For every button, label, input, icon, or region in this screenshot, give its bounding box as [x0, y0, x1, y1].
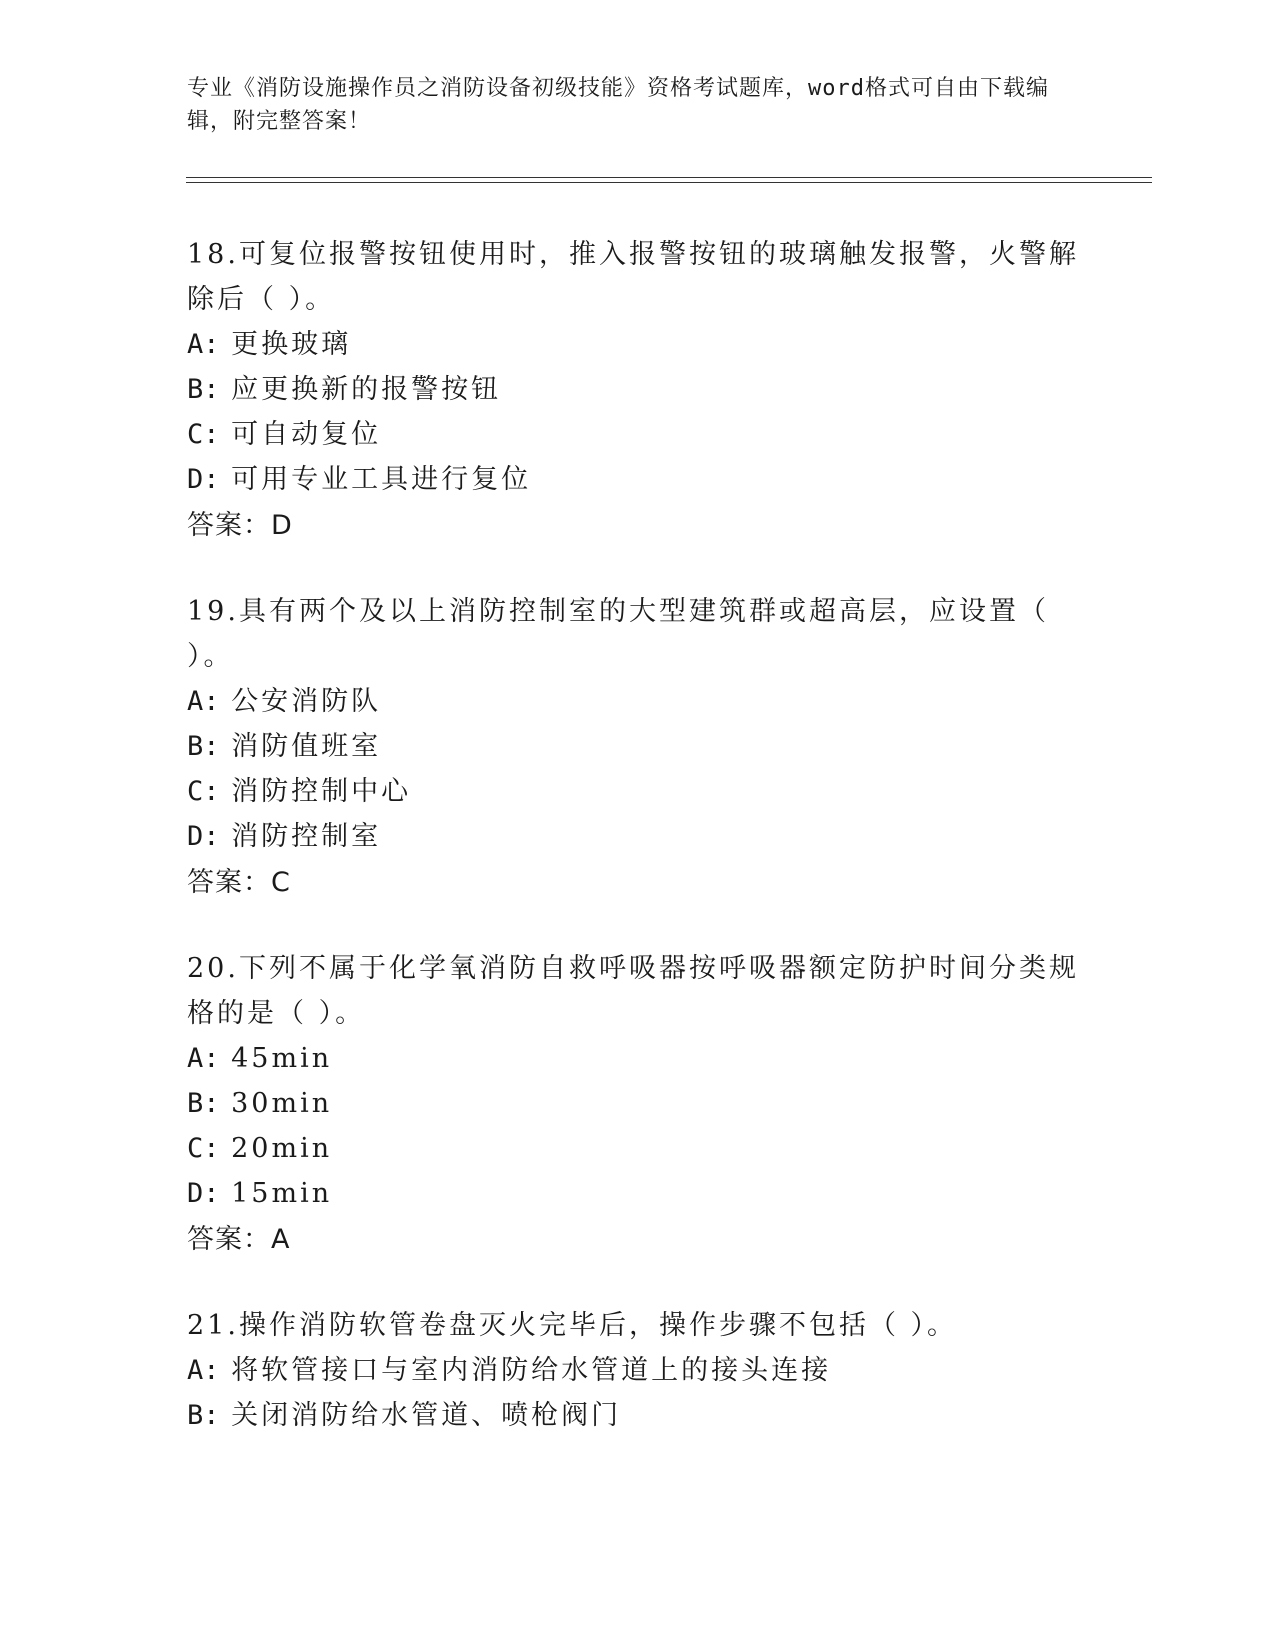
option-text: 20min [231, 1133, 333, 1164]
option-letter: B: [187, 731, 220, 762]
option-text: 可自动复位 [231, 419, 382, 450]
option-letter: C: [187, 1133, 220, 1164]
option-b [187, 1081, 1087, 1126]
option-a [187, 1036, 1087, 1081]
option-b [187, 724, 1087, 769]
option-letter: B: [187, 1400, 220, 1431]
option-d [187, 1171, 1087, 1216]
option-b [187, 367, 1087, 412]
header-divider-bottom [186, 182, 1152, 183]
question-21 [187, 1303, 1087, 1438]
option-letter: A: [187, 1355, 220, 1386]
option-letter: C: [187, 419, 220, 450]
question-stem: 21.操作消防软管卷盘灭火完毕后，操作步骤不包括（ ）。 [187, 1310, 958, 1341]
option-a [187, 322, 1087, 367]
option-letter: A: [187, 686, 220, 717]
option-letter: C: [187, 776, 220, 807]
option-letter: A: [187, 1043, 220, 1074]
option-text: 公安消防队 [231, 686, 382, 717]
answer-label: 答案：C [187, 867, 291, 898]
option-text: 15min [231, 1178, 333, 1209]
answer-label: 答案：A [187, 1224, 291, 1255]
option-c [187, 412, 1087, 457]
question-list [187, 232, 1087, 1478]
question-stem: 19.具有两个及以上消防控制室的大型建筑群或超高层，应设置（ ）。 [187, 596, 1049, 672]
option-text: 消防值班室 [231, 731, 382, 762]
option-letter: A: [187, 329, 220, 360]
option-letter: D: [187, 821, 220, 852]
option-a [187, 1348, 1087, 1393]
header-divider-top [186, 177, 1152, 178]
question-stem: 20.下列不属于化学氧消防自救呼吸器按呼吸器额定防护时间分类规格的是（ ）。 [187, 953, 1079, 1029]
option-letter: B: [187, 1088, 220, 1119]
option-text: 消防控制室 [231, 821, 382, 852]
option-text: 关闭消防给水管道、喷枪阀门 [231, 1400, 622, 1431]
option-text: 45min [231, 1043, 333, 1074]
option-d [187, 457, 1087, 502]
option-text: 30min [231, 1088, 333, 1119]
option-letter: B: [187, 374, 220, 405]
question-18 [187, 232, 1087, 549]
question-19 [187, 589, 1087, 906]
option-a [187, 679, 1087, 724]
option-text: 消防控制中心 [231, 776, 412, 807]
option-c [187, 769, 1087, 814]
option-d [187, 814, 1087, 859]
option-text: 将软管接口与室内消防给水管道上的接头连接 [231, 1355, 832, 1386]
document-header: 专业《消防设施操作员之消防设备初级技能》资格考试题库，word格式可自由下载编辑，附完整答案！ [187, 76, 1049, 134]
option-c [187, 1126, 1087, 1171]
option-text: 可用专业工具进行复位 [231, 464, 532, 495]
option-text: 更换玻璃 [231, 329, 352, 360]
question-20 [187, 946, 1087, 1263]
option-letter: D: [187, 464, 220, 495]
option-b [187, 1393, 1087, 1438]
question-stem: 18.可复位报警按钮使用时，推入报警按钮的玻璃触发报警，火警解除后（ ）。 [187, 239, 1079, 315]
option-letter: D: [187, 1178, 220, 1209]
answer-label: 答案：D [187, 510, 293, 541]
option-text: 应更换新的报警按钮 [231, 374, 502, 405]
